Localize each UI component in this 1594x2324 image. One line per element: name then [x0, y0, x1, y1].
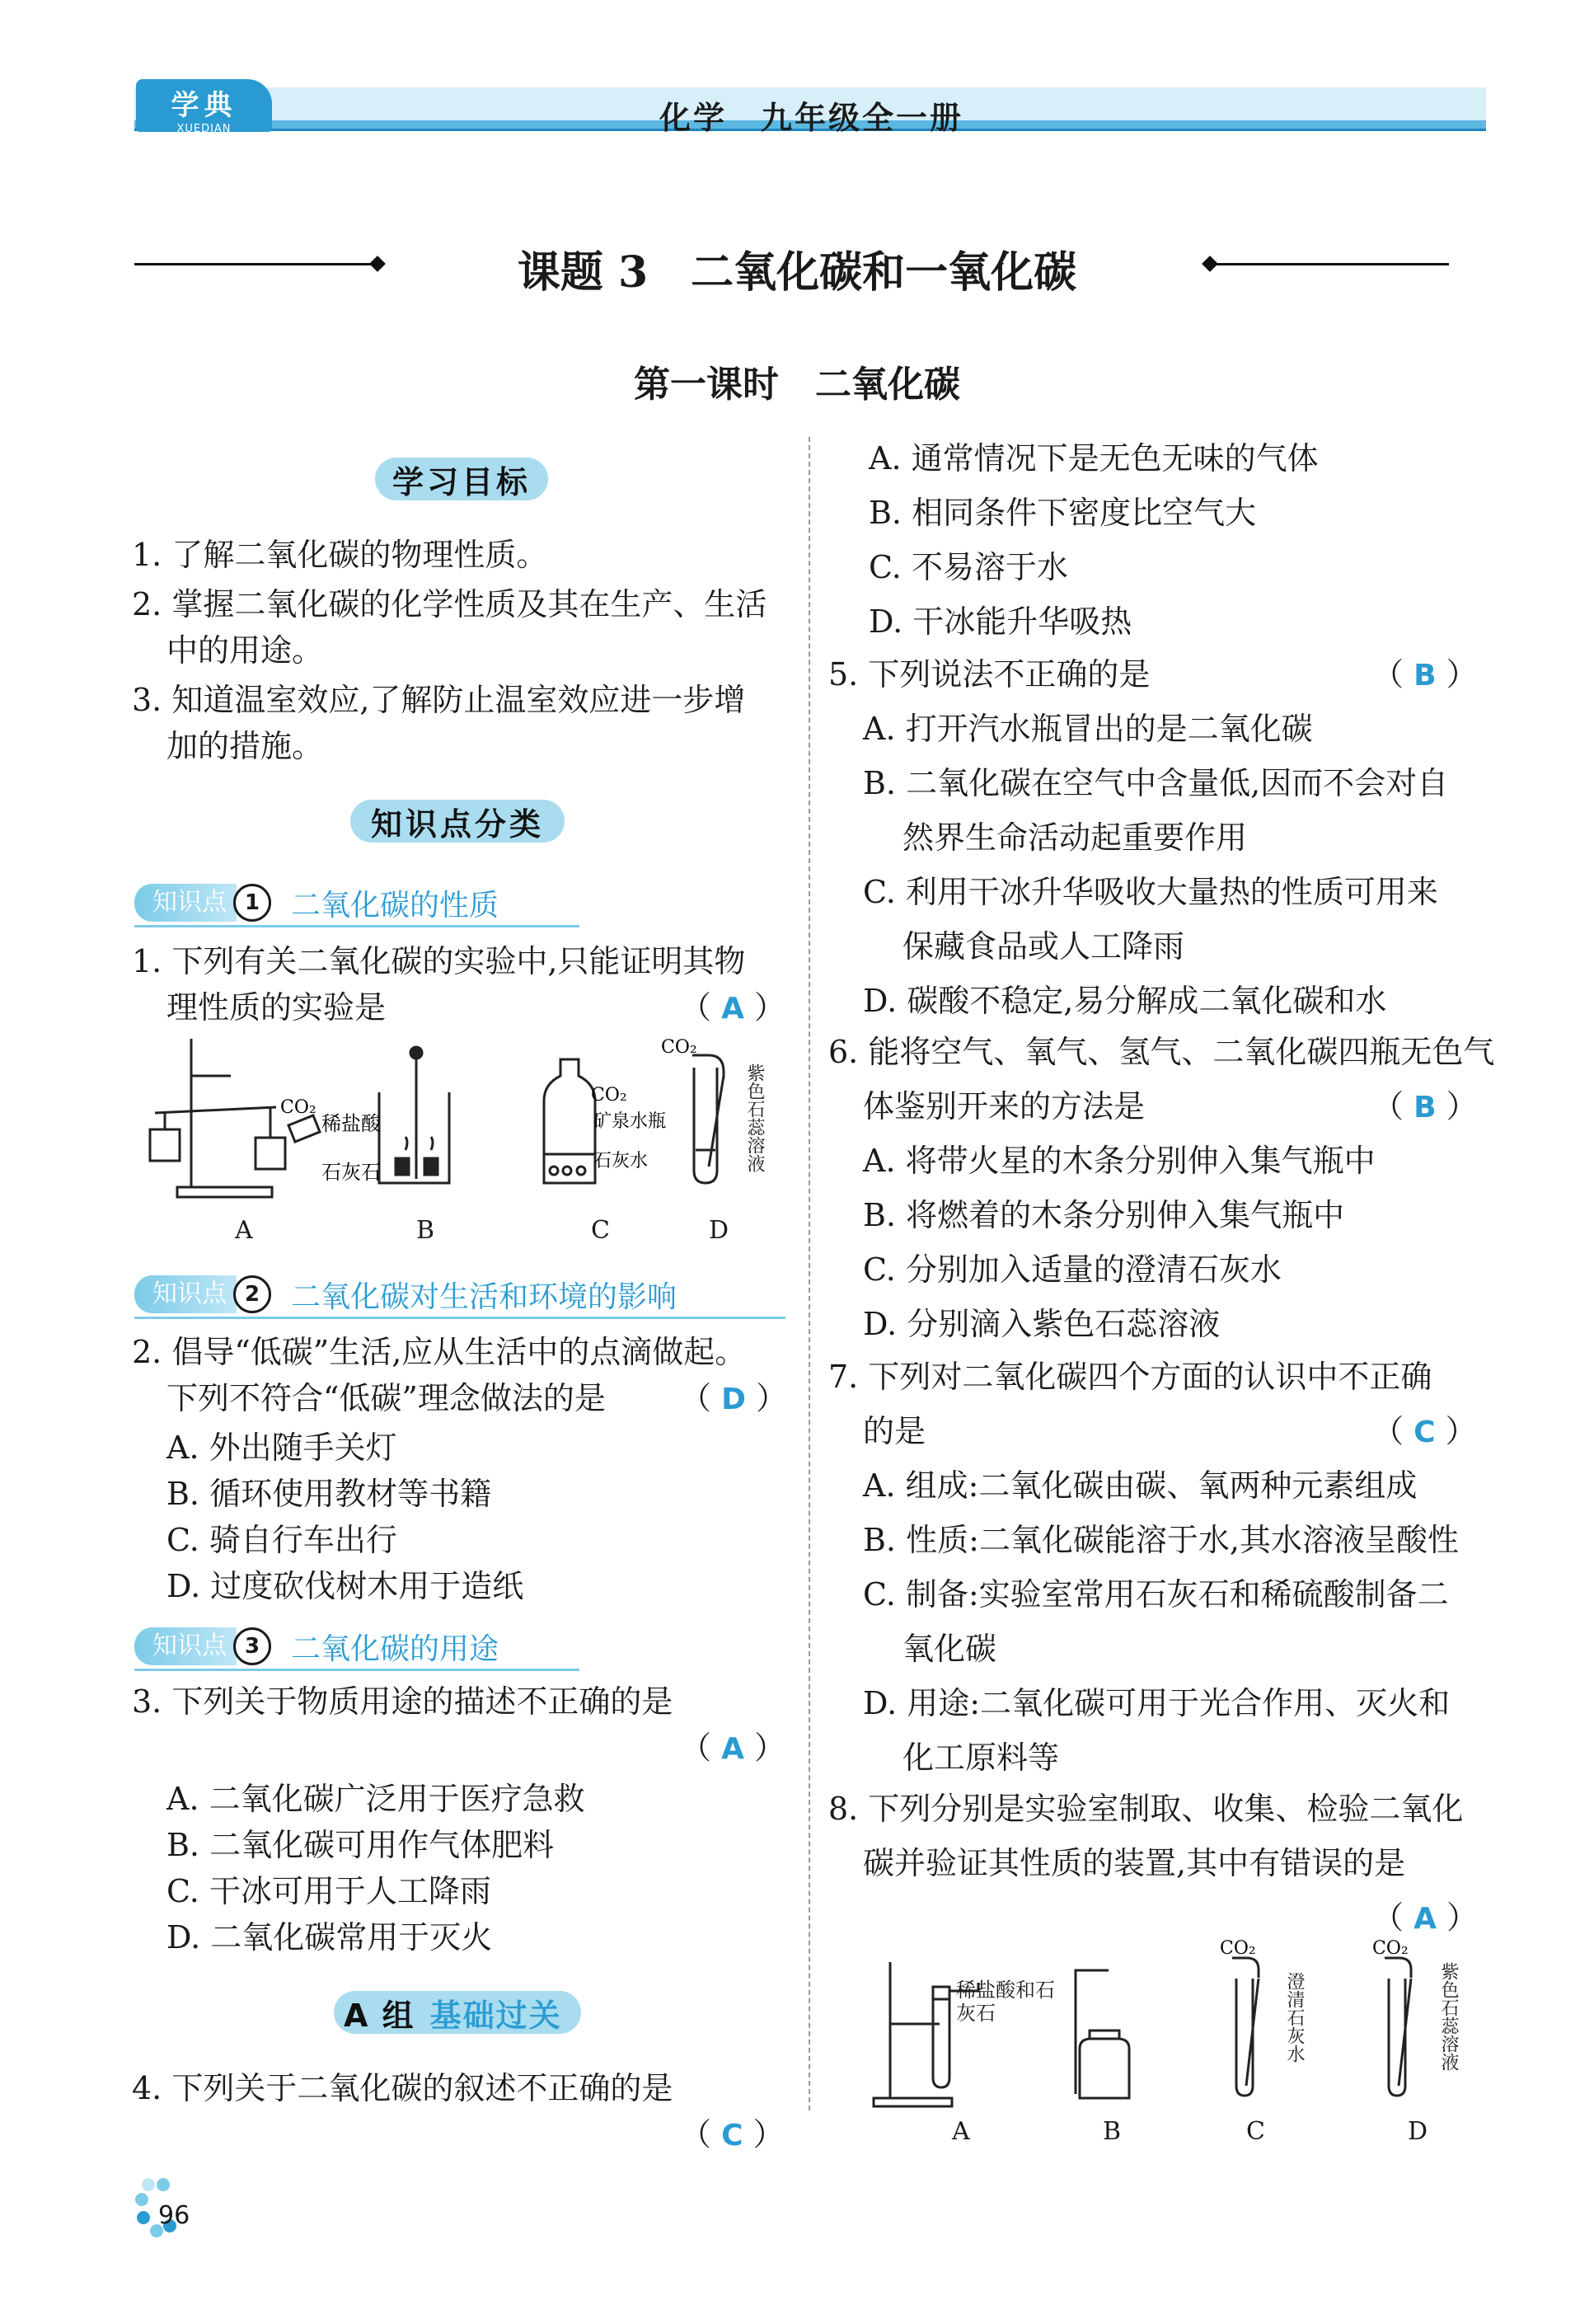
q8-answer-bracket: （ A ） — [1372, 1899, 1479, 1936]
q6-option: A. 将带火星的木条分别伸入集气瓶中 — [863, 1143, 1376, 1179]
goal-item-cont: 加的措施。 — [166, 728, 324, 764]
learning-goals-list — [132, 532, 767, 769]
q1-answer-bracket: （ A ） — [680, 989, 786, 1026]
q4-answer-bracket: （ C ） — [680, 2116, 785, 2153]
goal-item: 2. 掌握二氧化碳的化学性质及其在生产、生活 — [132, 586, 767, 622]
q1-fig-c-lime: 石灰水 — [593, 1151, 649, 1171]
q5-answer-bracket: （ B ） — [1372, 656, 1478, 693]
q3-answer: A — [721, 1732, 744, 1766]
subject-title: 化学 九年级全一册 — [659, 99, 964, 136]
question-8 — [828, 1786, 1496, 1942]
q8-fig-c-lime: 澄清石灰水 — [1284, 1972, 1305, 2063]
q6-answer-bracket: （ B ） — [1372, 1088, 1478, 1124]
q4-option: A. 通常情况下是无色无味的气体 — [869, 440, 1319, 477]
q4-options — [834, 435, 1493, 645]
group-a-tag: A 组 — [344, 1997, 415, 2034]
q6-text: 体鉴别开来的方法是 — [863, 1088, 1146, 1124]
q5-option-cont: 保藏食品或人工降雨 — [902, 928, 1185, 965]
q2-answer-bracket: （ D ） — [680, 1380, 788, 1416]
goal-item-cont: 中的用途。 — [166, 632, 324, 669]
question-5 — [828, 651, 1496, 1024]
question-2 — [132, 1329, 791, 1609]
kp1-number: 1 — [233, 884, 271, 922]
q1-caption-a: A — [235, 1216, 253, 1245]
q6-line — [828, 1083, 1496, 1129]
q1-fig-d-litmus: 紫色石蕊溶液 — [744, 1063, 765, 1172]
q5-text: 5. 下列说法不正确的是 — [828, 656, 1151, 693]
kp2-underline — [134, 1317, 785, 1319]
q8-caption-b: B — [1103, 2117, 1122, 2146]
kp3-number: 3 — [233, 1627, 271, 1665]
column-divider — [809, 437, 810, 2110]
question-6 — [828, 1029, 1496, 1347]
goal-item: 1. 了解二氧化碳的物理性质。 — [132, 537, 548, 573]
q2-option: C. 骑自行车出行 — [166, 1522, 397, 1558]
q8-line: 8. 下列分别是实验室制取、收集、检验二氧化 — [828, 1791, 1464, 1827]
lesson-title: 课题 3 二氧化碳和一氧化碳 — [517, 247, 1077, 298]
q5-option: D. 碳酸不稳定,易分解成二氧化碳和水 — [863, 983, 1387, 1019]
question-1 — [132, 938, 786, 1031]
lesson-subtitle: 第一课时 二氧化碳 — [634, 364, 960, 406]
q1-line: 理性质的实验是 — [166, 989, 387, 1026]
q3-option: D. 二氧化碳常用于灭火 — [166, 1919, 493, 1955]
kp2-title: 二氧化碳对生活和环境的影响 — [291, 1279, 677, 1314]
kp2-prefix: 知识点 — [134, 1275, 237, 1313]
kp3-prefix: 知识点 — [134, 1627, 237, 1665]
question-3 — [132, 1678, 791, 1960]
q6-answer: B — [1414, 1091, 1437, 1124]
q1-caption-c: C — [591, 1216, 610, 1245]
q5-option: C. 利用干冰升华吸收大量热的性质可用来 — [863, 874, 1438, 910]
q8-caption-a: A — [952, 2117, 970, 2146]
kp2-number: 2 — [233, 1275, 271, 1313]
q6-option: D. 分别滴入紫色石蕊溶液 — [863, 1306, 1221, 1342]
kp1-title: 二氧化碳的性质 — [291, 888, 499, 923]
q5-answer: B — [1414, 659, 1437, 693]
q8-fig-a-reagent: 稀盐酸和石灰石 — [956, 1979, 1055, 2025]
learning-goals-badge — [375, 458, 548, 500]
q7-answer-bracket: （ C ） — [1372, 1413, 1477, 1449]
knowledge-label: 知识点分类 — [370, 805, 544, 843]
header-logo — [136, 79, 272, 135]
q8-caption-d: D — [1408, 2117, 1428, 2146]
goal-item: 3. 知道温室效应,了解防止温室效应进一步增 — [132, 682, 746, 718]
q2-line: 2. 倡导“低碳”生活,应从生活中的点滴做起。 — [132, 1334, 747, 1370]
q2-line: 下列不符合“低碳”理念做法的是 — [166, 1380, 606, 1416]
question-7 — [828, 1354, 1496, 1781]
kp3-tag — [134, 1628, 499, 1664]
title-rule-right — [1210, 263, 1449, 265]
q8-fig-d-litmus: 紫色石蕊溶液 — [1438, 1962, 1459, 2071]
question-4 — [132, 2065, 791, 2159]
q2-option: B. 循环使用教材等书籍 — [166, 1476, 492, 1512]
kp3-title: 二氧化碳的用途 — [291, 1631, 499, 1666]
q6-line: 6. 能将空气、氧气、氢气、二氧化碳四瓶无色气 — [828, 1034, 1495, 1070]
q2-option: A. 外出随手关灯 — [166, 1430, 397, 1466]
q5-option: B. 二氧化碳在空气中含量低,因而不会对自 — [863, 765, 1449, 801]
q7-text: 的是 — [863, 1413, 926, 1449]
knowledge-badge — [350, 800, 565, 843]
q1-answer: A — [721, 992, 744, 1026]
q1-fig-c-co2: CO₂ — [591, 1085, 627, 1106]
q1-fig-c-bottle: 矿泉水瓶 — [593, 1111, 667, 1132]
kp1-prefix: 知识点 — [134, 884, 237, 922]
q5-option-cont: 然界生命活动起重要作用 — [902, 819, 1248, 856]
q4-option: C. 不易溶于水 — [869, 549, 1068, 585]
logo-text: 学典 — [171, 89, 237, 122]
q1-fig-a-co2: CO₂ — [280, 1097, 316, 1118]
q2-answer: D — [721, 1383, 746, 1416]
q8-fig-d-co2: CO₂ — [1372, 1938, 1409, 1959]
q2-option: D. 过度砍伐树木用于造纸 — [166, 1568, 524, 1604]
q7-option: B. 性质:二氧化碳能溶于水,其水溶液呈酸性 — [863, 1522, 1459, 1558]
learning-goals-label: 学习目标 — [391, 463, 531, 500]
page-number: 96 — [158, 2201, 190, 2230]
q5-line — [828, 651, 1496, 697]
q3-option: C. 干冰可用于人工降雨 — [166, 1873, 491, 1909]
q7-option: C. 制备:实验室常用石灰石和稀硫酸制备二 — [863, 1576, 1449, 1613]
q1-caption-b: B — [416, 1216, 435, 1245]
q8-caption-c: C — [1246, 2117, 1265, 2146]
q5-option: A. 打开汽水瓶冒出的是二氧化碳 — [863, 711, 1313, 747]
q4-answer: C — [721, 2119, 743, 2153]
q6-option: B. 将燃着的木条分别伸入集气瓶中 — [863, 1197, 1345, 1233]
kp2-tag — [134, 1276, 677, 1312]
q6-option: C. 分别加入适量的澄清石灰水 — [863, 1251, 1282, 1288]
q1-line: 1. 下列有关二氧化碳的实验中,只能证明其物 — [132, 943, 746, 979]
q1-fig-d-co2: CO₂ — [661, 1037, 697, 1058]
q8-answer: A — [1414, 1902, 1437, 1936]
q7-option: D. 用途:二氧化碳可用于光合作用、灭火和 — [863, 1685, 1451, 1721]
q3-answer-bracket: （ A ） — [680, 1730, 786, 1766]
logo-subtext: XUEDIAN — [176, 123, 232, 135]
q7-option-cont: 化工原料等 — [902, 1739, 1060, 1776]
q1-caption-d: D — [709, 1216, 729, 1245]
kp1-underline — [134, 925, 579, 927]
q3-option: A. 二氧化碳广泛用于医疗急救 — [166, 1781, 585, 1817]
q1-fig-b-acid: 稀盐酸 — [321, 1112, 381, 1135]
q3-line: 3. 下列关于物质用途的描述不正确的是 — [132, 1683, 673, 1720]
q4-option: D. 干冰能升华吸热 — [869, 603, 1132, 640]
q3-option: B. 二氧化碳可用作气体肥料 — [166, 1827, 555, 1863]
q7-line — [828, 1408, 1496, 1454]
q7-option: A. 组成:二氧化碳由碳、氧两种元素组成 — [863, 1467, 1418, 1504]
q4-line: 4. 下列关于二氧化碳的叙述不正确的是 — [132, 2070, 673, 2106]
q8-fig-c-co2: CO₂ — [1220, 1938, 1256, 1959]
q1-figure — [132, 1035, 791, 1241]
kp1-tag — [134, 885, 499, 921]
group-a-badge — [334, 1991, 581, 2034]
q4-option: B. 相同条件下密度比空气大 — [869, 495, 1257, 531]
kp3-underline — [134, 1669, 579, 1671]
q7-answer: C — [1414, 1416, 1436, 1449]
q1-fig-b-stone: 石灰石 — [321, 1161, 381, 1184]
q7-option-cont: 氧化碳 — [902, 1631, 997, 1667]
q8-line: 碳并验证其性质的装置,其中有错误的是 — [863, 1845, 1406, 1881]
group-a-label: 基础过关 — [429, 1997, 562, 2034]
q7-line: 7. 下列对二氧化碳四个方面的认识中不正确 — [828, 1359, 1432, 1395]
